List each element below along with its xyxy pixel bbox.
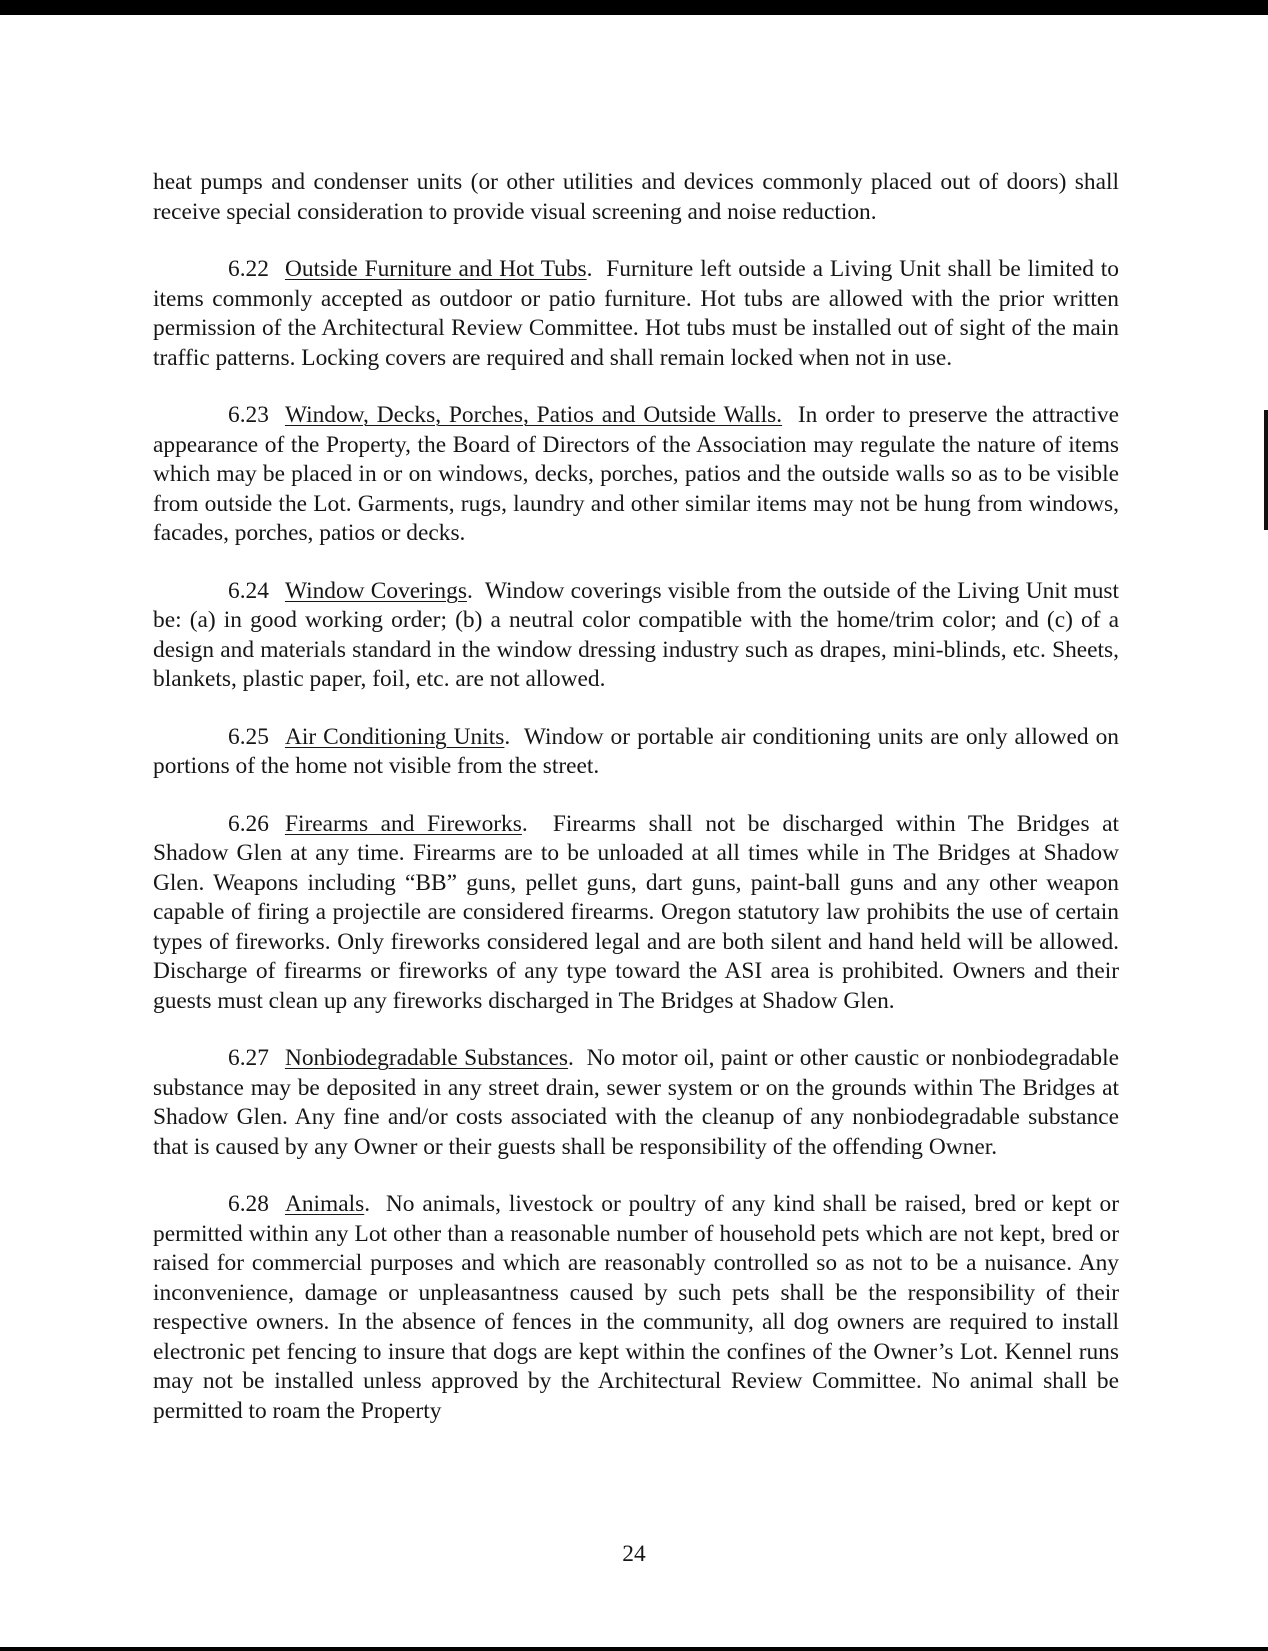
scan-edge-mark xyxy=(1264,410,1268,530)
section-body: Window coverings visible from the outside of the Living Unit must be: (a) in good working order; (b) a neutral color compatible with the home/trim color; and (c) of a design and materials standard in the window dressing industry such as drapes, mini-blinds, etc. Sheets, blankets, plastic paper, foil, etc. are not allowed. xyxy=(153,577,1119,692)
section-title: Animals xyxy=(284,1191,365,1217)
section-title-punct: . xyxy=(586,256,593,282)
section-6-27 xyxy=(153,1044,1119,1162)
section-6-23 xyxy=(153,401,1119,549)
section-title: Nonbiodegradable Substances xyxy=(284,1045,569,1071)
section-title-punct: . xyxy=(466,577,473,604)
section-title: Firearms and Fireworks xyxy=(284,810,522,837)
section-number: 6.28 xyxy=(228,1191,269,1217)
section-title-punct: . xyxy=(521,810,528,837)
section-6-28 xyxy=(153,1190,1119,1426)
section-6-24 xyxy=(153,577,1119,695)
section-number: 6.23 xyxy=(228,402,269,428)
section-number: 6.26 xyxy=(228,810,269,837)
scan-bottom-border xyxy=(0,1647,1268,1651)
section-title-punct: . xyxy=(568,1045,574,1071)
section-body: In order to preserve the attractive appearance of the Property, the Board of Directors of the Association may regulate the nature of items which may be placed in or on windows, decks, porches, patios and the outside walls so as to be visible from outside the Lot. Garments, rugs, laundry and other similar items may not be hung from windows, facades, porches, patios or decks. xyxy=(153,402,1119,546)
document-page xyxy=(153,168,1119,1426)
intro-paragraph: heat pumps and condenser units (or other utilities and devices commonly placed out of doors) shall receive special consideration to provide visual screening and noise reduction. xyxy=(153,169,1119,225)
section-title-punct: . xyxy=(504,723,511,750)
section-body: Furniture left outside a Living Unit shall be limited to items commonly accepted as outdoor or patio furniture. Hot tubs are allowed with the prior written permission of the Architectural Review Committee. Hot tubs must be installed out of sight of the main traffic patterns. Locking covers are required and shall remain locked when not in use. xyxy=(153,256,1119,371)
section-title: Window Coverings xyxy=(284,577,467,604)
scan-top-border xyxy=(0,0,1268,15)
section-title: Air Conditioning Units xyxy=(284,723,505,750)
section-number: 6.24 xyxy=(228,577,269,604)
section-title-punct: . xyxy=(364,1191,371,1217)
section-title: Window, Decks, Porches, Patios and Outside Walls. xyxy=(284,402,783,428)
section-number: 6.25 xyxy=(228,723,269,750)
section-body: No animals, livestock or poultry of any kind shall be raised, bred or kept or permitted within any Lot other than a reasonable number of household pets which are not kept, bred or raised for commercial purposes and which are reasonably controlled so as not to be a nuisance. Any inconvenience, damage or unpleasantness caused by such pets shall be the responsibility of their respective owners. In the absence of fences in the community, all dog owners are required to install electronic pet fencing to insure that dogs are kept within the confines of the Owner’s Lot. Kennel runs may not be installed unless approved by the Architectural Review Committee. No animal shall be permitted to roam the Property xyxy=(153,1191,1120,1424)
page-number: 24 xyxy=(622,1541,646,1567)
section-title: Outside Furniture and Hot Tubs xyxy=(284,256,587,282)
section-body: Firearms shall not be discharged within The Bridges at Shadow Glen at any time. Firearms are to be unloaded at all times while in The Bridges at Shadow Glen. Weapons including “BB” guns, pellet guns, dart guns, paint-ball guns and any other weapon capable of firing a projectile are considered firearms. Oregon statutory law prohibits the use of certain types of fireworks. Only fireworks considered legal and are both silent and hand held will be allowed. Discharge of firearms or fireworks of any type toward the ASI area is prohibited. Owners and their guests must clean up any fireworks discharged in The Bridges at Shadow Glen. xyxy=(153,810,1119,1014)
section-number: 6.27 xyxy=(228,1045,269,1071)
section-number: 6.22 xyxy=(228,256,269,282)
section-6-25 xyxy=(153,723,1119,782)
section-body: Window or portable air conditioning units are only allowed on portions of the home not visible from the street. xyxy=(153,723,1119,779)
section-6-26 xyxy=(153,810,1119,1017)
section-6-22 xyxy=(153,255,1119,373)
section-body: No motor oil, paint or other caustic or nonbiodegradable substance may be deposited in any street drain, sewer system or on the grounds within The Bridges at Shadow Glen. Any fine and/or costs associated with the cleanup of any nonbiodegradable substance that is caused by any Owner or their guests shall be responsibility of the offending Owner. xyxy=(153,1045,1119,1160)
